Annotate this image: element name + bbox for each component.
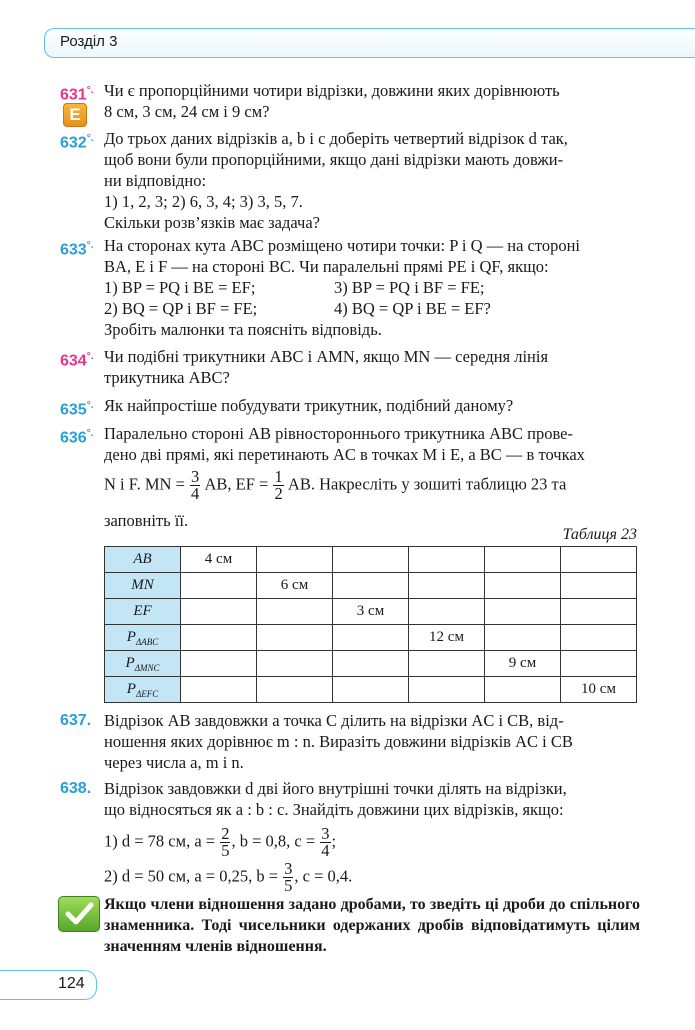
problem-text: Чи подібні трикутники ABC і AMN, якщо MN — середня лінія трикутника ABC? xyxy=(104,347,549,387)
table-cell xyxy=(181,677,257,703)
table-cell xyxy=(561,573,637,599)
tip-text: Якщо члени відношення задано дробами, то зведіть ці дроби до спільного знаменника. Тоді чисельники одержаних дробів відповідатимуть цілим значенням членів відношення. xyxy=(104,896,640,955)
table-row xyxy=(105,677,637,703)
problem-text: Як найпростіше побудувати трикутник, подібний даному? xyxy=(104,396,514,415)
table-cell xyxy=(409,547,485,573)
problem-number: 636°. xyxy=(60,428,94,447)
table-row xyxy=(105,651,637,677)
table-cell xyxy=(257,599,333,625)
table-cell xyxy=(181,651,257,677)
table-cell xyxy=(409,599,485,625)
table-cell xyxy=(485,547,561,573)
table-cell xyxy=(561,547,637,573)
level-e-badge-icon: E xyxy=(63,103,87,127)
table-cell xyxy=(409,677,485,703)
problem-number: 633°. xyxy=(60,240,94,259)
page-number: 124 xyxy=(58,975,85,992)
page-header xyxy=(0,28,695,60)
table-cell xyxy=(561,625,637,651)
table-cell xyxy=(485,573,561,599)
table-cell: 4 см xyxy=(181,547,257,573)
table-cell: 9 см xyxy=(485,651,561,677)
fraction: $\frac{2}{5}$ xyxy=(221,824,230,860)
fraction: $\frac{3}{4}$ xyxy=(321,824,330,860)
table-cell: 10 см xyxy=(561,677,637,703)
table-cell xyxy=(409,573,485,599)
table-cell xyxy=(561,599,637,625)
table-cell: 3 см xyxy=(333,599,409,625)
fraction: $\frac{3}{5}$ xyxy=(284,859,293,895)
problem-number: 631°. xyxy=(60,85,94,104)
table-row xyxy=(105,625,637,651)
table-cell xyxy=(485,677,561,703)
problem-text: Відрізок AB завдовжки a точка C ділить на відрізки AC і CB, від- ношення яких дорівнює m : n. Виразіть довжини відрізків AC і CB через числа a, m і n. xyxy=(104,711,573,772)
row-header: $P_{\Delta MNC}$ xyxy=(105,651,181,677)
table-row xyxy=(105,573,637,599)
table-cell xyxy=(409,651,485,677)
table-cell xyxy=(181,625,257,651)
table-cell xyxy=(257,547,333,573)
problem-number: 638. xyxy=(60,780,92,797)
problem-text: Паралельно стороні AB рівностороннього трикутника ABC прове- дено дві прямі, які перетинають AC в точках M і E, а BC — в точках N і F. MN = $\frac{3}{4}$ AB, EF = $\frac{1}{2}$ AB. Накресліть у зошиті таблицю 23 та заповніть її. xyxy=(104,424,585,530)
table-cell xyxy=(333,547,409,573)
table-caption: Таблиця 23 xyxy=(562,526,637,543)
problem-text: До трьох даних відрізків a, b і c доберіть четвертий відрізок d так, щоб вони були пропорційними, якщо дані відрізки мають довжи- ни відповідно: 1) 1, 2, 3; 2) 6, 3, 4; 3) 3, 5, 7. Скільки розв’язків має задача? xyxy=(104,129,568,232)
checkmark-icon xyxy=(58,896,100,932)
row-header: EF xyxy=(105,599,181,625)
page-footer xyxy=(0,970,97,1000)
header-bar xyxy=(44,28,695,58)
fraction: $\frac{1}{2}$ xyxy=(274,467,283,503)
table-cell xyxy=(333,651,409,677)
problem-number: 635°. xyxy=(60,400,94,419)
row-header: AB xyxy=(105,547,181,573)
row-header: $P_{\Delta EFC}$ xyxy=(105,677,181,703)
table-cell xyxy=(257,651,333,677)
section-title: Розділ 3 xyxy=(60,33,118,50)
problem-number: 634°. xyxy=(60,351,94,370)
table-row xyxy=(105,599,637,625)
table-cell xyxy=(561,651,637,677)
table-cell xyxy=(181,573,257,599)
table-cell xyxy=(181,599,257,625)
problem-text: Чи є пропорційними чотири відрізки, довжини яких дорівнюють 8 см, 3 см, 24 см і 9 см? xyxy=(104,81,560,121)
table-cell xyxy=(333,573,409,599)
table-cell xyxy=(485,625,561,651)
table-cell xyxy=(257,677,333,703)
table-row xyxy=(105,547,637,573)
table-cell: 6 см xyxy=(257,573,333,599)
problem-number: 637. xyxy=(60,712,92,729)
table-cell xyxy=(333,625,409,651)
problem-number: 632°. xyxy=(60,133,94,152)
fraction: $\frac{3}{4}$ xyxy=(191,467,200,503)
problem-text: На сторонах кута ABC розміщено чотири точки: P і Q — на стороні BA, E і F — на стороні BC. Чи паралельні прямі PE і QF, якщо: 1) BP = PQ і BE = EF; 3) BP = PQ і BF = FE; 2) BQ = QP і BF = FE; 4) BQ = QP і BE = EF? Зробіть малюнки та поясніть відповідь. xyxy=(104,236,581,339)
table-cell xyxy=(257,625,333,651)
table-cell xyxy=(485,599,561,625)
table-23 xyxy=(104,546,637,703)
row-header: $P_{\Delta ABC}$ xyxy=(105,625,181,651)
table-cell xyxy=(333,677,409,703)
row-header: MN xyxy=(105,573,181,599)
problem-text: Відрізок завдовжки d дві його внутрішні точки ділять на відрізки, що відносяться як a : b : c. Знайдіть довжини цих відрізків, якщо: 1) d = 78 см, a = $\frac{2}{5}$ , b = 0,8, c = $\frac{3}{4}$ ; 2) d = 50 см, a = 0,25, b = $\frac{3}{5}$ , c = 0,4. xyxy=(104,779,567,895)
table-cell: 12 см xyxy=(409,625,485,651)
